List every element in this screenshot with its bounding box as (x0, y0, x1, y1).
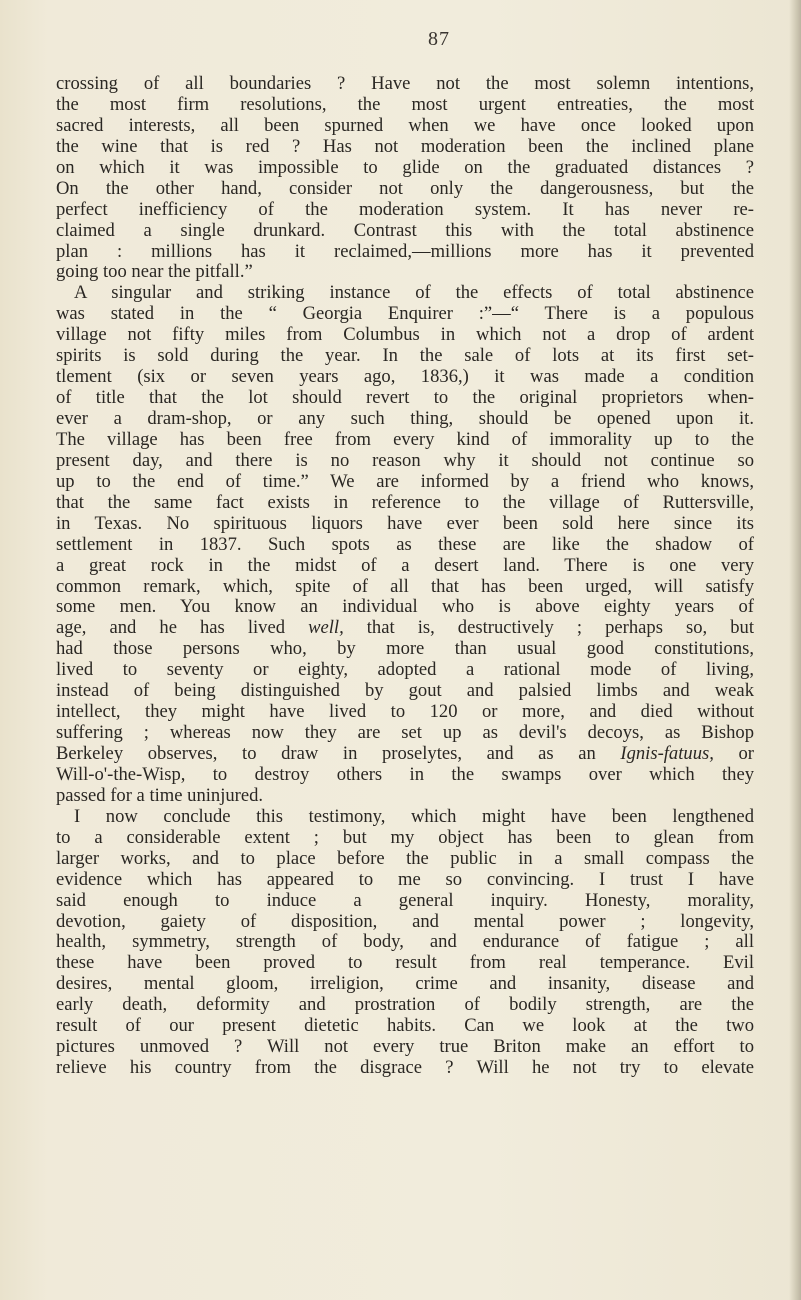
text-line: was stated in the “ Georgia Enquirer :”—“ There is a populous (56, 303, 754, 325)
text-line: A singular and striking instance of the effects of total abstinence (74, 282, 754, 304)
text-line: a great rock in the midst of a desert land. There is one very (56, 554, 754, 576)
text-line: health, symmetry, strength of body, and endurance of fatigue ; all (56, 931, 754, 953)
body-text (56, 74, 754, 1079)
text-line: to a considerable extent ; but my object has been to glean from (56, 826, 754, 848)
text-line: instead of being distinguished by gout and palsied limbs and weak (56, 680, 754, 702)
text-line: passed for a time uninjured. (56, 784, 264, 806)
text-line: present day, and there is no reason why it should not continue so (56, 449, 754, 471)
text-line: lived to seventy or eighty, adopted a rational mode of living, (56, 659, 754, 681)
text-line: tlement (six or seven years ago, 1836,) it was made a condition (56, 366, 754, 388)
text-line: that the same fact exists in reference to the village of Ruttersville, (56, 491, 754, 513)
text-line: ever a dram-shop, or any such thing, should be opened upon it. (56, 408, 754, 429)
text-line: pictures unmoved ? Will not every true Briton make an effort to (56, 1036, 754, 1058)
text-line: these have been proved to result from real temperance. Evil (56, 952, 754, 974)
text-line: devotion, gaiety of disposition, and mental power ; longevity, (56, 910, 754, 932)
text-line: desires, mental gloom, irreligion, crime and insanity, disease and (56, 973, 754, 995)
text-line: Berkeley observes, to draw in proselytes, and as an Ignis-fatuus, or (56, 743, 754, 764)
text-line: common remark, which, spite of all that has been urged, will satisfy (56, 575, 754, 597)
text-line: had those persons who, by more than usual good constitutions, (56, 638, 754, 660)
text-line: result of our present dietetic habits. Can we look at the two (56, 1015, 754, 1037)
text-line: intellect, they might have lived to 120 or more, and died without (56, 701, 754, 723)
text-line: I now conclude this testimony, which might have been lengthened (74, 805, 754, 827)
text-line: evidence which has appeared to me so convincing. I trust I have (56, 868, 754, 890)
page-number: 87 (428, 28, 450, 50)
text-line: perfect inefficiency of the moderation system. It has never re- (56, 198, 754, 220)
page-edge-shadow (789, 0, 801, 1300)
text-line: in Texas. No spirituous liquors have ever been sold here since its (56, 512, 754, 534)
text-line: the wine that is red ? Has not moderation been the inclined plane (56, 135, 754, 157)
text-line: suffering ; whereas now they are set up as devil's decoys, as Bishop (56, 722, 754, 744)
text-line: crossing of all boundaries ? Have not the most solemn intentions, (56, 73, 754, 94)
text-line: up to the end of time.” We are informed by a friend who knows, (56, 470, 754, 492)
text-line: spirits is sold during the year. In the sale of lots at its first set- (56, 345, 754, 367)
text-line: village not fifty miles from Columbus in which not a drop of ardent (56, 324, 754, 346)
text-line: early death, deformity and prostration of bodily strength, are the (56, 994, 754, 1016)
text-line: settlement in 1837. Such spots as these are like the shadow of (56, 533, 754, 555)
text-line: relieve his country from the disgrace ? Will he not try to elevate (56, 1057, 754, 1079)
text-line: some men. You know an individual who is above eighty years of (56, 596, 754, 618)
text-line: age, and he has lived well, that is, destructively ; perhaps so, but (56, 617, 754, 639)
text-line: Will-o'-the-Wisp, to destroy others in the swamps over which they (56, 763, 754, 785)
text-line: larger works, and to place before the public in a small compass the (56, 847, 754, 869)
text-line: The village has been free from every kind of immorality up to the (56, 428, 754, 450)
text-line: on which it was impossible to glide on the graduated distances ? (56, 156, 754, 178)
text-line: claimed a single drunkard. Contrast this with the total abstinence (56, 219, 754, 241)
text-line: On the other hand, consider not only the dangerousness, but the (56, 177, 754, 199)
text-line: going too near the pitfall.” (56, 261, 253, 283)
text-line: said enough to induce a general inquiry. Honesty, morality, (56, 889, 754, 911)
text-line: plan : millions has it reclaimed,—millions more has it prevented (56, 240, 754, 262)
text-line: of title that the lot should revert to the original proprietors when- (56, 387, 754, 409)
text-line: sacred interests, all been spurned when we have once looked upon (56, 114, 754, 136)
text-line: the most firm resolutions, the most urgent entreaties, the most (56, 93, 754, 115)
